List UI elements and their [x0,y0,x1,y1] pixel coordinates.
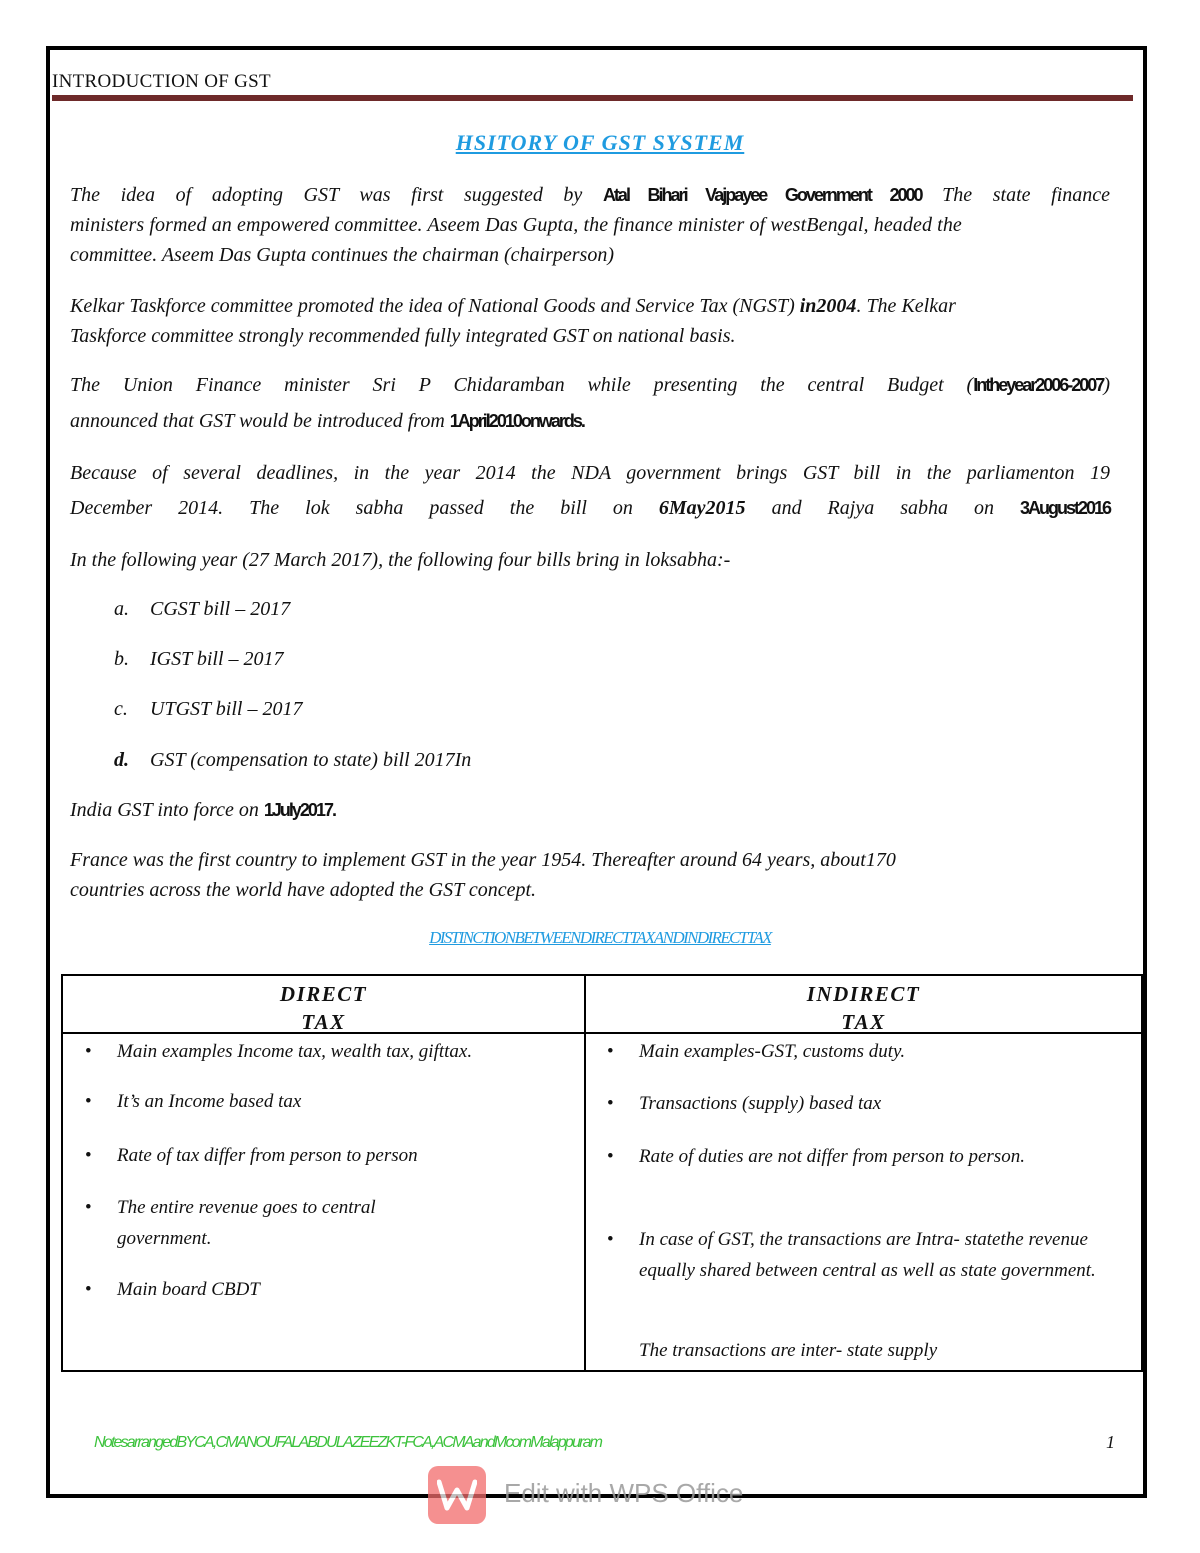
history-p3-line2: announced that GST would be introduced from 1April2010onwards. [70,410,584,432]
history-p2-line1: Kelkar Taskforce committee promoted the idea of National Goods and Service Tax (NGST) in2004. The Kelkar [70,295,956,317]
list-item: b. IGST bill – 2017 [114,648,284,670]
wps-w-icon [437,1478,477,1512]
distinction-table [61,974,1143,1372]
direct-tax-item: • It’s an Income based tax [85,1086,565,1117]
direct-tax-header-line2: TAX [301,1010,346,1034]
direct-tax-item: • Main examples Income tax, wealth tax, gifttax. [85,1036,565,1067]
wps-edit-link[interactable]: Edit with WPS Office [504,1478,744,1508]
bullet-icon: • [607,1229,614,1250]
history-p1-line3: committee. Aseem Das Gupta continues the chairman (chairperson) [70,244,614,266]
direct-tax-header [63,980,584,1036]
indirect-tax-item: • Rate of duties are not differ from person to person. [607,1141,1057,1172]
history-p5: In the following year (27 March 2017), the following four bills bring in loksabha:- [70,549,731,571]
distinction-heading: DISTINCTIONBETWEENDIRECTTAXANDINDIRECTTAX [429,928,771,947]
history-p2-line2: Taskforce committee strongly recommended fully integrated GST on national basis. [70,325,736,347]
history-p6: India GST into force on 1July2017. [70,799,335,821]
history-heading: HSITORY OF GST SYSTEM [455,130,745,155]
bullet-icon: • [85,1197,92,1218]
list-item: d. GST (compensation to state) bill 2017In [114,749,472,771]
page-number: 1 [1106,1432,1115,1452]
indirect-tax-item: • Main examples-GST, customs duty. [607,1036,1127,1067]
history-p1-line2: ministers formed an empowered committee. Aseem Das Gupta, the finance minister of westBengal, headed the [70,214,962,236]
header-title: INTRODUCTION OF GST [52,71,271,92]
bullet-icon: • [607,1146,614,1167]
list-item: a. CGST bill – 2017 [114,598,291,620]
bullet-icon: • [607,1041,614,1062]
direct-tax-item: • Main board CBDT [85,1274,565,1305]
indirect-tax-item: • Transactions (supply) based tax [607,1088,1127,1119]
indirect-tax-extra: The transactions are inter- state supply [639,1340,938,1361]
bullet-icon: • [607,1093,614,1114]
indirect-tax-header-line1: INDIRECT [806,982,921,1006]
bullet-icon: • [85,1041,92,1062]
history-p1-line1: The idea of adopting GST was first suggested by Atal Bihari Vajpayee Government 2000 The state finance [70,184,1111,206]
bullet-icon: • [85,1145,92,1166]
direct-tax-item: • The entire revenue goes to central government. [85,1192,445,1254]
header-rule [52,95,1133,101]
indirect-tax-header [586,980,1141,1036]
history-p3-line1: The Union Finance minister Sri P Chidaramban while presenting the central Budget (Intheyear2006-2007) [70,374,1110,396]
history-p7-line1: France was the first country to implement GST in the year 1954. Thereafter around 64 years, about170 [70,849,896,871]
list-item: c. UTGST bill – 2017 [114,698,303,720]
history-p7-line2: countries across the world have adopted the GST concept. [70,879,537,901]
footer-note: NotesarrangedBYCA,CMANOUFALABDULAZEEZKT-FCA,ACMAandMcomMalappuram [94,1434,602,1451]
history-p4-line1: Because of several deadlines, in the year 2014 the NDA government brings GST bill in the parliamenton 19 [70,462,1110,484]
bullet-icon: • [85,1091,92,1112]
direct-tax-header-line1: DIRECT [279,982,368,1006]
bullet-icon: • [85,1279,92,1300]
wps-logo-icon[interactable] [428,1466,486,1524]
indirect-tax-header-line2: TAX [841,1010,886,1034]
indirect-tax-item: • In case of GST, the transactions are Intra- statethe revenue equally shared between central as well as state government. [607,1224,1112,1286]
direct-tax-item: • Rate of tax differ from person to person [85,1140,565,1171]
history-p4-line2: December 2014. The lok sabha passed the bill on 6May2015 and Rajya sabha on 3August2016 [70,497,1111,519]
